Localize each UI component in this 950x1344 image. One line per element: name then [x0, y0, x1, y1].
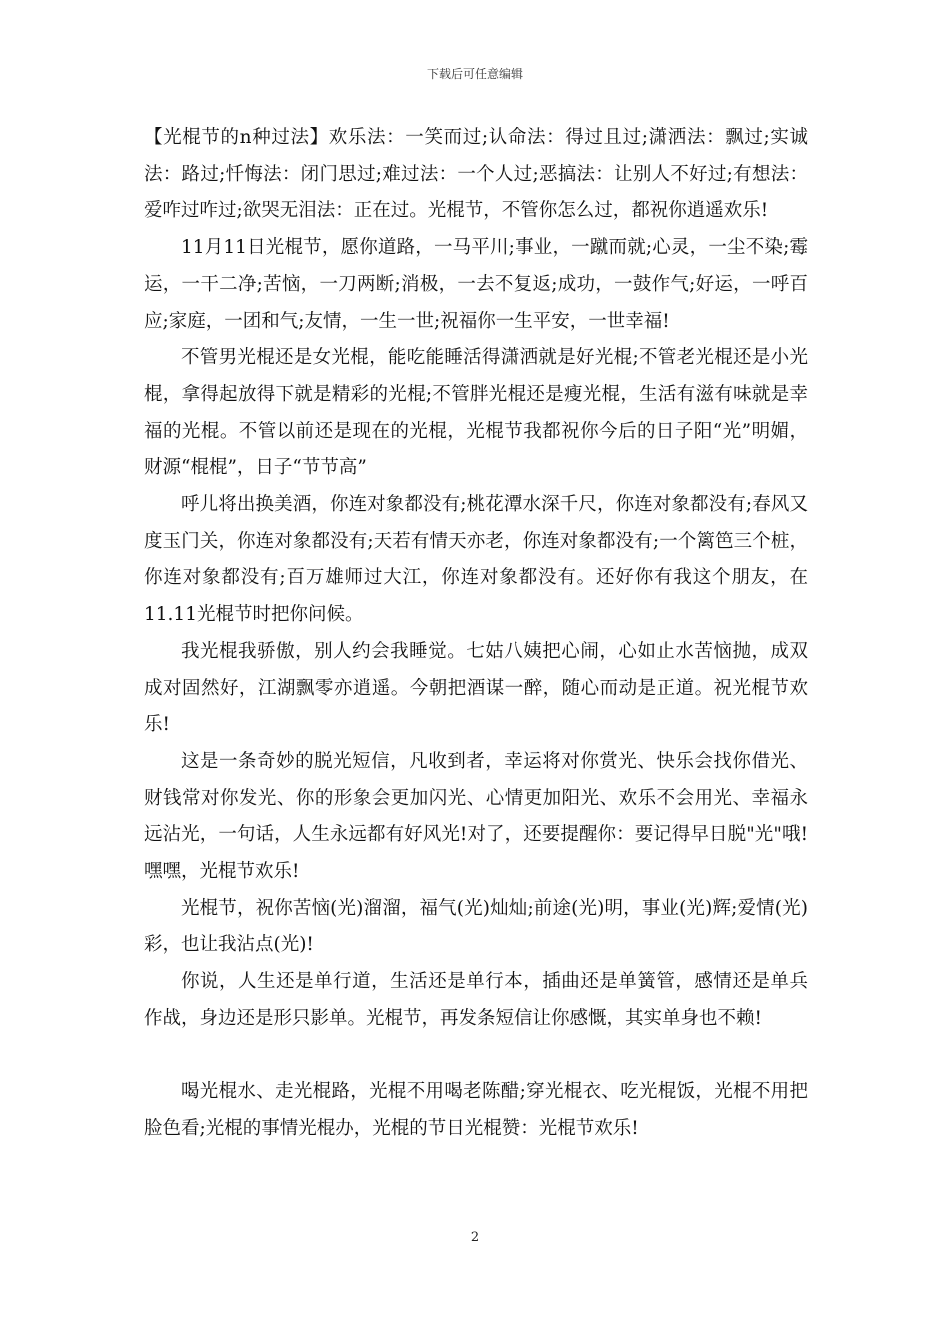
paragraph-4: 呼儿将出换美酒，你连对象都没有;桃花潭水深千尺，你连对象都没有;春风又度玉门关，你连对象都没有;天若有情天亦老，你连对象都没有;一个篱笆三个桩，你连对象都没有;百万雄师过大江，你连对象都没有。还好你有我这个朋友，在11.11光棍节时把你问候。	[144, 494, 808, 626]
document-body	[144, 120, 808, 1148]
paragraph-7: 光棍节，祝你苦恼(光)溜溜，福气(光)灿灿;前途(光)明，事业(光)辉;爱情(光)彩，也让我沾点(光)!	[144, 897, 808, 956]
paragraph-5: 我光棍我骄傲，别人约会我睡觉。七姑八姨把心闹，心如止水苦恼抛，成双成对固然好，江湖飘零亦逍遥。今朝把酒谋一醉，随心而动是正道。祝光棍节欢乐!	[144, 640, 808, 736]
paragraph-2: 11月11日光棍节，愿你道路，一马平川;事业，一蹴而就;心灵，一尘不染;霉运，一干二净;苦恼，一刀两断;消极，一去不复返;成功，一鼓作气;好运，一呼百应;家庭，一团和气;友情，一生一世;祝福你一生平安，一世幸福!	[144, 237, 808, 332]
blank-line	[144, 1038, 808, 1075]
page-header: 下载后可任意编辑	[426, 67, 523, 81]
paragraph-6: 这是一条奇妙的脱光短信，凡收到者，幸运将对你赏光、快乐会找你借光、财钱常对你发光、你的形象会更加闪光、心情更加阳光、欢乐不会用光、幸福永远沾光，一句话，人生永远都有好风光!对了，还要提醒你：要记得早日脱"光"哦!嘿嘿，光棍节欢乐!	[144, 750, 808, 883]
paragraph-3: 不管男光棍还是女光棍，能吃能睡活得潇洒就是好光棍;不管老光棍还是小光棍，拿得起放得下就是精彩的光棍;不管胖光棍还是瘦光棍，生活有滋有味就是幸福的光棍。不管以前还是现在的光棍，光棍节我都祝你今后的日子阳“光”明媚，财源“棍棍”，日子“节节高”	[144, 347, 808, 479]
paragraph-9: 喝光棍水、走光棍路，光棍不用喝老陈醋;穿光棍衣、吃光棍饭，光棍不用把脸色看;光棍的事情光棍办，光棍的节日光棍赞：光棍节欢乐!	[144, 1081, 808, 1139]
paragraph-8: 你说，人生还是单行道，生活还是单行本，插曲还是单簧管，感情还是单兵作战，身边还是形只影单。光棍节，再发条短信让你感慨，其实单身也不赖!	[144, 971, 808, 1029]
page-number: 2	[470, 1230, 480, 1245]
paragraph-1: 【光棍节的n种过法】欢乐法：一笑而过;认命法：得过且过;潇洒法：飘过;实诚法：路过;忏悔法：闭门思过;难过法：一个人过;恶搞法：让别人不好过;有想法：爱咋过咋过;欲哭无泪法：正在过。光棍节，不管你怎么过，都祝你逍遥欢乐!	[144, 127, 808, 222]
